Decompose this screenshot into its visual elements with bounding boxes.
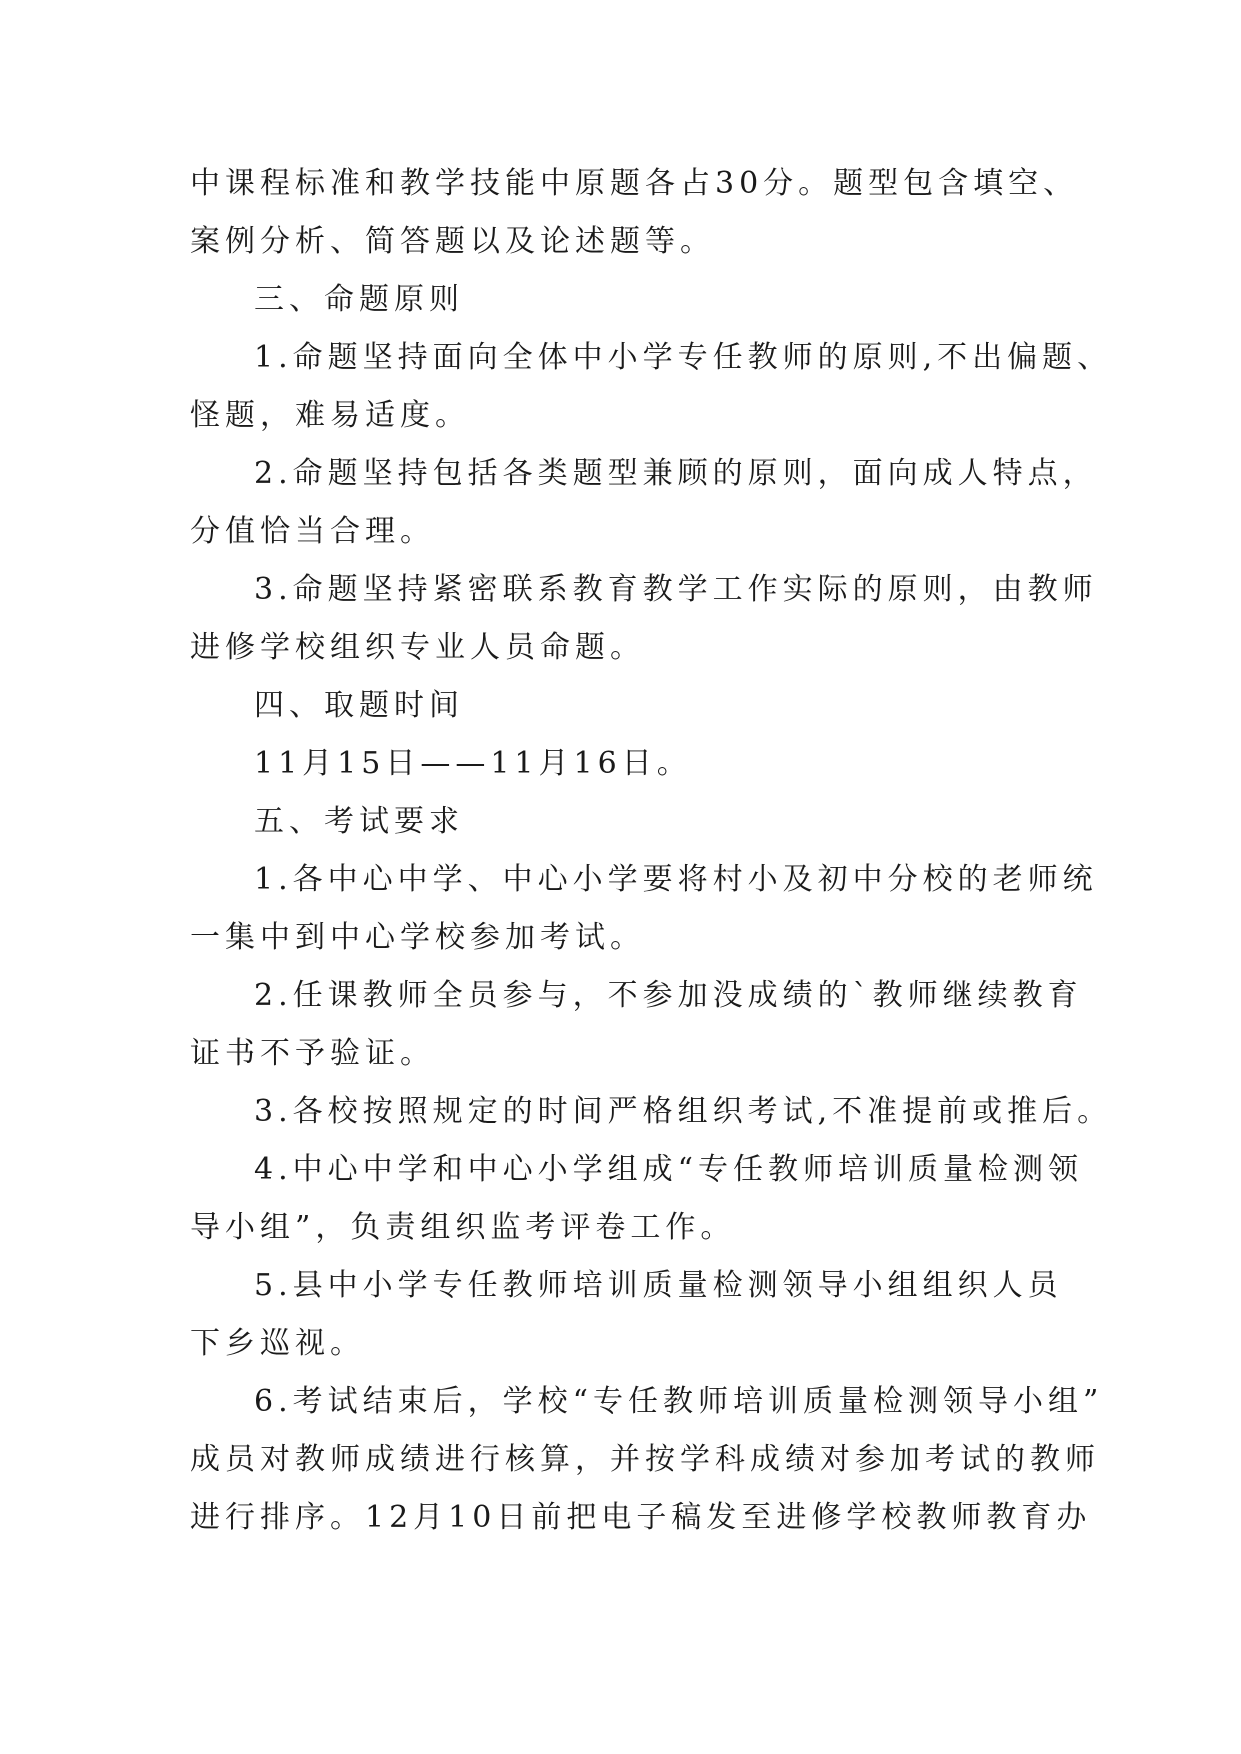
document-body: [190, 155, 1113, 1547]
paragraph-line: 导小组”，负责组织监考评卷工作。: [190, 1210, 736, 1245]
list-item: 1.命题坚持面向全体中小学专任教师的原则,不出偏题、: [254, 340, 1113, 375]
paragraph-line: 成员对教师成绩进行核算，并按学科成绩对参加考试的教师: [190, 1442, 1100, 1477]
list-item: 5.县中小学专任教师培训质量检测领导小组组织人员: [254, 1268, 1063, 1303]
section-heading: 四、取题时间: [254, 688, 464, 723]
date-range-text: 11月15日——11月16日。: [254, 746, 692, 781]
paragraph-line: 分值恰当合理。: [190, 514, 435, 549]
paragraph-line: 中课程标准和教学技能中原题各占30分。题型包含填空、: [190, 166, 1079, 201]
list-item: 3.各校按照规定的时间严格组织考试,不准提前或推后。: [254, 1094, 1113, 1129]
section-heading: 三、命题原则: [254, 282, 464, 317]
list-item: 2.命题坚持包括各类题型兼顾的原则，面向成人特点，: [254, 456, 1098, 491]
paragraph-line: 一集中到中心学校参加考试。: [190, 920, 645, 955]
list-item: 3.命题坚持紧密联系教育教学工作实际的原则，由教师: [254, 572, 1098, 607]
paragraph-line: 进行排序。12月10日前把电子稿发至进修学校教师教育办: [190, 1500, 1092, 1535]
section-heading: 五、考试要求: [254, 804, 464, 839]
paragraph-line: 案例分析、简答题以及论述题等。: [190, 224, 715, 259]
list-item: 4.中心中学和中心小学组成“专任教师培训质量检测领: [254, 1152, 1083, 1187]
list-item: 2.任课教师全员参与，不参加没成绩的`教师继续教育: [254, 978, 1083, 1013]
paragraph-line: 下乡巡视。: [190, 1326, 365, 1361]
paragraph-line: 进修学校组织专业人员命题。: [190, 630, 645, 665]
paragraph-line: 怪题，难易适度。: [190, 398, 470, 433]
list-item: 6.考试结束后，学校“专任教师培训质量检测领导小组”: [254, 1384, 1104, 1419]
paragraph-line: 证书不予验证。: [190, 1036, 435, 1071]
list-item: 1.各中心中学、中心小学要将村小及初中分校的老师统: [254, 862, 1098, 897]
